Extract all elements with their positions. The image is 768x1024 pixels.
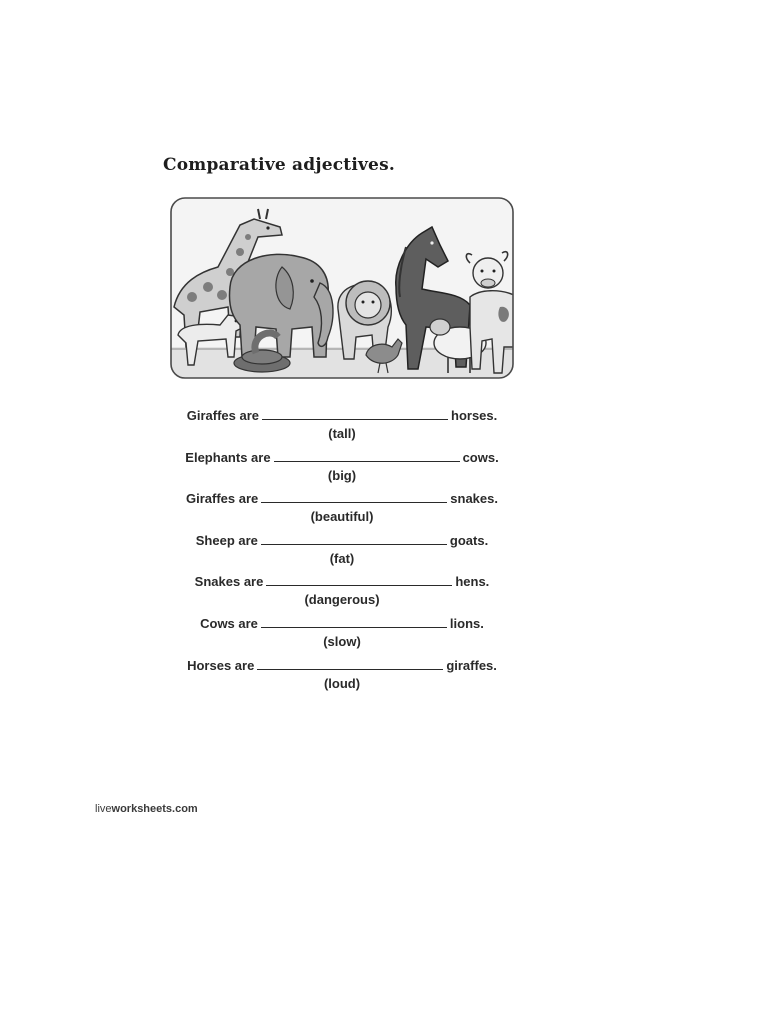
adjective-hint: (loud) (323, 675, 361, 691)
sentence-object: cows. (462, 449, 499, 465)
answer-blank[interactable] (261, 490, 447, 503)
sentence-subject: Giraffes are (186, 408, 259, 423)
answer-blank[interactable] (257, 657, 443, 670)
exercise-item-1 (170, 407, 514, 449)
exercise-sentence (170, 657, 514, 675)
exercise-item-2 (170, 449, 514, 491)
sentence-object: hens. (455, 574, 490, 590)
exercise-item-3 (170, 490, 514, 532)
sentence-subject: Giraffes are (186, 491, 259, 507)
exercise-item-7 (170, 657, 514, 699)
brand-light-text: live (95, 803, 112, 815)
sentence-subject: Sheep are (195, 532, 258, 548)
sentence-subject: Snakes are (194, 574, 264, 590)
answer-blank[interactable] (261, 615, 447, 628)
answer-blank[interactable] (274, 449, 460, 462)
liveworksheets-logo (95, 803, 198, 815)
exercise-item-4 (170, 532, 514, 574)
adjective-hint: (fat) (329, 550, 355, 566)
adjective-hint: (dangerous) (304, 592, 380, 608)
brand-bold-text: worksheets.com (111, 803, 198, 815)
answer-blank[interactable] (261, 532, 447, 545)
sentence-object: giraffes. (446, 657, 497, 673)
exercise-sentence (170, 490, 514, 508)
answer-blank[interactable] (266, 573, 452, 586)
sentence-subject: Elephants are (185, 449, 271, 465)
exercise-list (170, 407, 514, 698)
worksheet-title: Comparative adjectives. (163, 155, 395, 175)
adjective-hint: (big) (327, 467, 357, 483)
adjective-hint: (slow) (323, 633, 361, 649)
exercise-sentence (170, 615, 514, 633)
sentence-object: snakes. (450, 491, 498, 507)
exercise-item-5 (170, 573, 514, 615)
sentence-subject: Horses are (187, 657, 255, 673)
exercise-item-6 (170, 615, 514, 657)
exercise-sentence (170, 407, 514, 425)
animals-illustration (170, 197, 514, 379)
sentence-object: goats. (449, 532, 489, 548)
exercise-sentence (170, 449, 514, 467)
sentence-object: lions. (449, 615, 484, 631)
sentence-subject: Cows are (200, 615, 258, 631)
exercise-sentence (170, 532, 514, 550)
adjective-hint: (beautiful) (310, 509, 374, 525)
adjective-hint: (tall) (328, 426, 356, 441)
exercise-sentence (170, 573, 514, 591)
elephant-figure (229, 254, 332, 357)
answer-blank[interactable] (262, 407, 448, 420)
sentence-object: horses. (451, 408, 498, 423)
